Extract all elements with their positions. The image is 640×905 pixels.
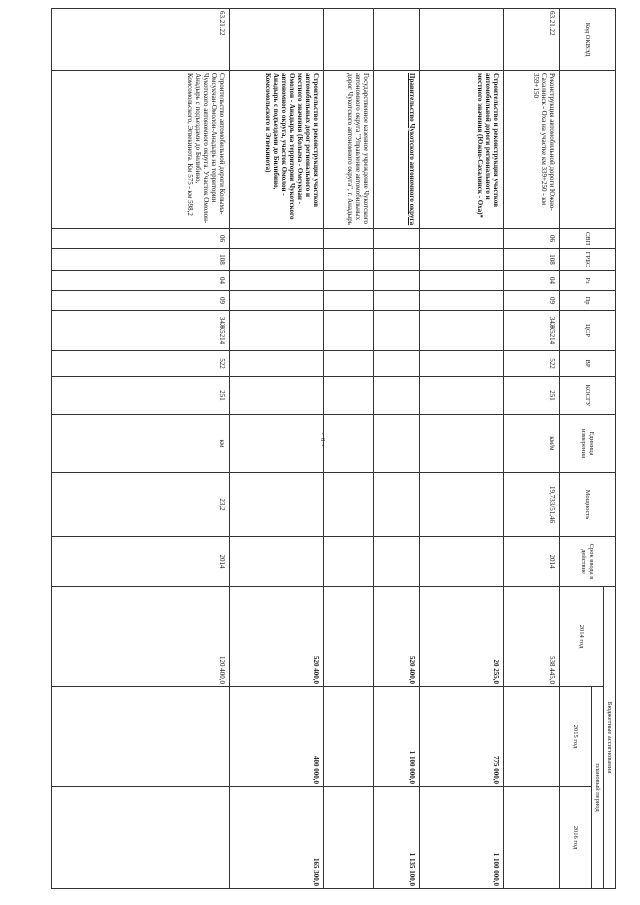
cell-kosgu	[230, 377, 324, 415]
cell-csr	[230, 311, 324, 351]
cell-grbs	[374, 249, 420, 271]
table-row	[374, 9, 420, 889]
cell-2015	[504, 687, 560, 787]
cell-name: Строительство и реконструкция участков автомобильных дорог регионального и местного значения (Колыма - Омсукчан - Омолон - Анадырь на территории Чукотского автономного округа, участок Омолон - Анадырь с подъездами до Билибино, Комсомольского и Эгвекинота)	[230, 71, 324, 229]
cell-unit	[324, 415, 374, 473]
cell-unit: км/м	[504, 415, 560, 473]
cell-2016: 1 135 100,0	[374, 787, 420, 889]
cell-vr	[230, 351, 324, 377]
cell-kod: 63.21.22	[504, 9, 560, 71]
cell-csr: 34Ж5214	[52, 311, 230, 351]
cell-2016: 1 100 000,0	[420, 787, 504, 889]
cell-capacity	[324, 473, 374, 537]
cell-vr: 522	[52, 351, 230, 377]
cell-rz	[230, 271, 324, 291]
cell-kosgu	[374, 377, 420, 415]
header-kosgu: КОСГУ	[560, 377, 616, 415]
cell-2016	[504, 787, 560, 889]
cell-kosgu	[324, 377, 374, 415]
cell-name: Реконструкция автомобильной дороги Южно-Сахалинск - Оха на участке км 339+250 - км 359+150	[504, 71, 560, 229]
cell-term	[420, 537, 504, 587]
table-row	[230, 9, 324, 889]
cell-vr	[420, 351, 504, 377]
header-csr: ЦСР	[560, 311, 616, 351]
cell-csr	[374, 311, 420, 351]
cell-pr	[374, 291, 420, 311]
cell-grbs	[230, 249, 324, 271]
cell-rz	[374, 271, 420, 291]
cell-2014: 538 445,0	[504, 587, 560, 687]
cell-name: Правительство Чукотского автономного округа	[374, 71, 420, 229]
header-svp: СВП	[560, 229, 616, 249]
header-2015: 2015 год	[560, 687, 592, 787]
header-grbs: ГРБС	[560, 249, 616, 271]
header-2016: 2016 год	[560, 787, 592, 889]
cell-kosgu: 251	[52, 377, 230, 415]
cell-csr	[420, 311, 504, 351]
cell-2014: 20 255,0	[420, 587, 504, 687]
cell-2014	[324, 587, 374, 687]
cell-svp	[420, 229, 504, 249]
cell-2014: 520 400,0	[374, 587, 420, 687]
cell-rz: 04	[52, 271, 230, 291]
cell-name: Строительство и реконструкция участков автомобильной дороги регионального и местного значения (Южно-Сахалинск - Оха)*	[420, 71, 504, 229]
table-row	[52, 9, 230, 889]
cell-kosgu	[420, 377, 504, 415]
header-planned: плановый период	[592, 687, 604, 889]
cell-rz: 04	[504, 271, 560, 291]
cell-capacity: 23,2	[52, 473, 230, 537]
cell-kod	[230, 9, 324, 71]
cell-2014: 120 400,0	[52, 587, 230, 687]
cell-rz	[324, 271, 374, 291]
cell-svp: 06	[504, 229, 560, 249]
table-row	[504, 9, 560, 889]
header-capacity: Мощность	[560, 473, 616, 537]
cell-grbs: 108	[52, 249, 230, 271]
cell-grbs	[420, 249, 504, 271]
cell-pr: 09	[504, 291, 560, 311]
cell-name: Строительство автомобильной дороги Колыма-Омсукчан-Омолон-Анадырь на территории Чукотского автономного округа. Участок Омолон-Анадырь с подъездами до Билибино, Комсомольского, Эгвекинота. Км 575 - км 598,2	[52, 71, 230, 229]
cell-pr	[420, 291, 504, 311]
cell-2015: 400 000,0	[230, 687, 324, 787]
cell-2015: 1 100 000,0	[374, 687, 420, 787]
header-rz: Рз	[560, 271, 616, 291]
table-row	[324, 9, 374, 889]
cell-capacity	[230, 473, 324, 537]
cell-capacity	[420, 473, 504, 537]
header-unit: Единица измерения	[560, 415, 616, 473]
cell-grbs	[324, 249, 374, 271]
cell-vr	[374, 351, 420, 377]
cell-svp: 06	[52, 229, 230, 249]
cell-2015	[52, 687, 230, 787]
cell-rz	[420, 271, 504, 291]
header-term: Срок ввода в действие	[560, 537, 616, 587]
header-name	[560, 71, 616, 229]
header-vr: ВР	[560, 351, 616, 377]
cell-kod	[324, 9, 374, 71]
cell-unit: км	[52, 415, 230, 473]
cell-kod: 63.21.22	[52, 9, 230, 71]
cell-grbs: 108	[504, 249, 560, 271]
cell-term: 2014	[52, 537, 230, 587]
cell-term	[324, 537, 374, 587]
cell-svp	[230, 229, 324, 249]
cell-term	[374, 537, 420, 587]
table-row	[420, 9, 504, 889]
cell-vr	[324, 351, 374, 377]
cell-pr: 09	[52, 291, 230, 311]
cell-kod	[420, 9, 504, 71]
cell-2015	[324, 687, 374, 787]
cell-capacity: 19,733/51,46	[504, 473, 560, 537]
cell-name: Государственное казенное учреждение Чукотского автономного округа "Управление автомобильных дорог Чукотского автономного округа", г. Анадырь	[324, 71, 374, 229]
cell-unit	[374, 415, 420, 473]
budget-table	[51, 8, 616, 889]
cell-pr	[324, 291, 374, 311]
cell-term: 2014	[504, 537, 560, 587]
cell-pr	[230, 291, 324, 311]
header-2014: 2014 год	[560, 587, 604, 687]
cell-svp	[324, 229, 374, 249]
header-budget: Бюджетные ассигнования	[604, 587, 616, 889]
cell-unit	[420, 415, 504, 473]
cell-csr	[324, 311, 374, 351]
cell-kod	[374, 9, 420, 71]
cell-2016	[52, 787, 230, 889]
cell-svp	[374, 229, 420, 249]
budget-table-rotated	[51, 8, 616, 888]
cell-2015: 775 000,0	[420, 687, 504, 787]
header-pr: Пр	[560, 291, 616, 311]
cell-kosgu: 251	[504, 377, 560, 415]
header-kod-okved: Код ОКВЭД	[560, 9, 616, 71]
cell-2014: 520 400,0	[230, 587, 324, 687]
cell-2016: 165 300,0	[230, 787, 324, 889]
cell-term	[230, 537, 324, 587]
cell-csr: 34Ж5214	[504, 311, 560, 351]
cell-vr: 522	[504, 351, 560, 377]
page-number: - 8 -	[319, 432, 325, 448]
cell-capacity	[374, 473, 420, 537]
cell-2016	[324, 787, 374, 889]
cell-unit	[230, 415, 324, 473]
